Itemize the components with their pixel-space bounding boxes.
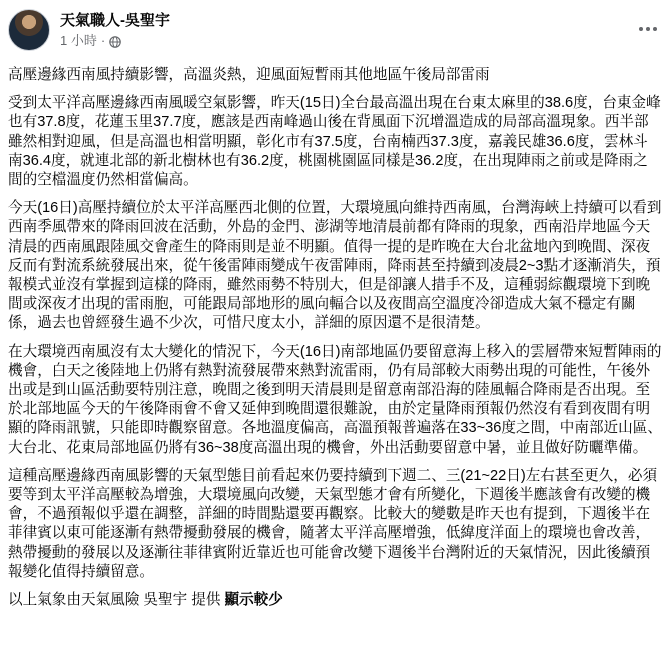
post-content [8,66,662,619]
paragraph-3: 在大環境西南風沒有太大變化的情況下，今天(16日)南部地區仍要留意海上移入的雲層帶來短暫陣雨的機會，白天之後陸地上仍將有熱對流發展帶來熱對流雷雨，仍有局部較大雨勢出現的可能性，午後外出或是到山區活動要特別注意，晚間之後到明天清晨則是留意南部沿海的陸風輻合降雨是否出現。至於北部地區今天的午後降雨會不會又延伸到晚間還很難說，由於定量降雨預報仍然沒有看到夜間有明顯的降雨訊號，只能即時觀察留意。各地溫度偏高，高溫預報普遍落在33~36度之間，中南部近山區、大台北、花東局部地區仍將有36~38度高溫出現的機會，外出活動要留意中暑，並且做好防曬準備。 [8,343,662,456]
globe-icon [109,35,121,47]
footer-text: 以上氣象由天氣風險 吳聖宇 提供 [8,592,225,609]
post-headline: 高壓邊緣西南風持續影響，高溫炎熱，迎風面短暫雨其他地區午後局部雷雨 [8,67,490,83]
more-options-button[interactable] [632,12,664,44]
paragraph-4: 這種高壓邊緣西南風影響的天氣型態目前看起來仍要持續到下週二、三(21~22日)左右甚至更久，必須要等到太平洋高壓較為增強，大環境風向改變，天氣型態才會有所變化，下週後半應該會有改變的機會，不過預報似乎還在調整，詳細的時間點還要再觀察。比較大的變數是昨天也有提到，下週後半在菲律賓以東可能逐漸有熱帶擾動發展的機會，隨著太平洋高壓增強，低緯度洋面上的環境也會改善，熱帶擾動的發展以及逐漸往菲律賓附近靠近也可能會改變下週後半台灣附近的天氣情況，因此後續預報變化值得持續留意。 [8,467,658,580]
post-header [8,6,170,54]
see-less-link[interactable]: 顯示較少 [224,592,283,609]
post-subline [60,32,170,49]
ellipsis-icon [638,19,658,37]
post-meta [60,11,170,49]
separator: · [100,33,106,48]
post-footer [8,591,662,610]
paragraph-1: 受到太平洋高壓邊緣西南風暖空氣影響，昨天(15日)全台最高溫出現在台東太麻里的38.6度，台東金峰也有37.8度，花蓮玉里37.7度，應該是西南峰過山後在背風面下沉增溫造成的局部高溫現象。西半部雖然相對迎風，但是高溫也相當明顯，彰化市有37.5度，台南楠西37.3度，嘉義民雄36.6度，雲林斗南36.4度，就連北部的新北樹林也有36.2度，桃園桃園區同樣是36.2度，在出現陣雨之前或是降雨之間的空檔溫度仍然相當偏高。 [8,95,661,189]
author-name[interactable]: 天氣職人-吳聖宇 [60,12,170,29]
post-time[interactable]: 1 小時 [60,33,97,48]
paragraph-2: 今天(16日)高壓持續位於太平洋高壓西北側的位置，大環境風向維持西南風，台灣海峽上持續可以看到西南季風帶來的降雨回波在活動，外島的金門、澎湖等地清晨前都有降雨的現象，西南沿岸地區今天清晨的西南風跟陸風交會產生的降雨則是並不明顯。值得一提的是昨晚在大台北盆地內到晚間、深夜反而有對流系統發展出來，從午後雷陣雨變成午夜雷陣雨，降雨甚至持續到凌晨2~3點才逐漸消失，預報模式並沒有掌握到這樣的降雨，雖然雨勢不特別大，但是卻讓人措手不及，這種弱綜觀環境下到晚間或深夜才出現的雷雨胞，可能跟局部地形的風向輻合以及夜間高空溫度冷卻造成大氣不穩定有關係，過去也曾經發生過不少次，可惜尺度太小，詳細的原因還不是很清楚。 [8,200,662,332]
avatar[interactable] [8,9,50,51]
